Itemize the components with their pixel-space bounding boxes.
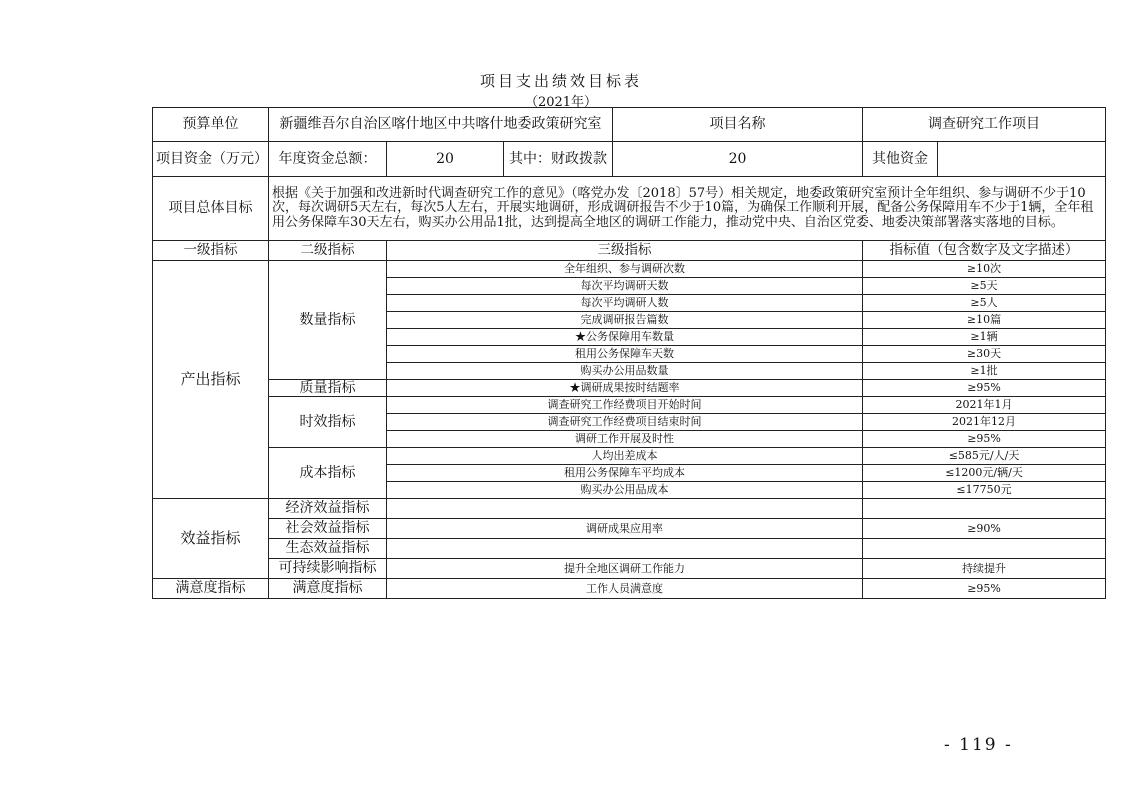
performance-target-table <box>152 107 1106 599</box>
other-funds-value <box>938 142 1106 177</box>
group-output: 产出指标 <box>153 261 269 499</box>
indicator-name: 调研成果应用率 <box>387 519 863 539</box>
col-header-level1: 一级指标 <box>153 241 269 261</box>
indicator-name <box>387 539 863 559</box>
other-funds-label: 其他资金 <box>863 142 938 177</box>
budget-unit-label: 预算单位 <box>153 108 269 142</box>
group-satisfaction: 满意度指标 <box>153 579 269 599</box>
indicator-name: 提升全地区调研工作能力 <box>387 559 863 579</box>
indicator-name: 人均出差成本 <box>387 448 863 465</box>
group-satisfaction-sub: 满意度指标 <box>269 579 387 599</box>
fiscal-funds-value: 20 <box>613 142 863 177</box>
group-cost: 成本指标 <box>269 448 387 499</box>
group-quality: 质量指标 <box>269 380 387 397</box>
group-ecological: 生态效益指标 <box>269 539 387 559</box>
indicator-name: 调查研究工作经费项目结束时间 <box>387 414 863 431</box>
indicator-value: 2021年1月 <box>863 397 1106 414</box>
group-benefit: 效益指标 <box>153 499 269 579</box>
page-number: - 119 - <box>944 735 1013 755</box>
indicator-name: 每次平均调研人数 <box>387 295 863 312</box>
indicator-value: ≥90% <box>863 519 1106 539</box>
overall-goal-label: 项目总体目标 <box>153 177 269 241</box>
overall-goal-text: 根据《关于加强和改进新时代调查研究工作的意见》（喀党办发〔2018〕57号）相关规定，地委政策研究室预计全年组织、参与调研不少于10次，每次调研5天左右，每次5人左右，开展实地调研，形成调研报告不少于10篇，为确保工作顺利开展，配备公务保障用车不少于1辆，全年租用公务保障车30天左右，购买办公用品1批，达到提高全地区的调研工作能力，推动党中央、自治区党委、地委决策部署落实落地的目标。 <box>269 177 1106 241</box>
col-header-value: 指标值（包含数字及文字描述） <box>863 241 1106 261</box>
indicator-name: 全年组织、参与调研次数 <box>387 261 863 278</box>
fiscal-funds-label: 其中：财政拨款 <box>504 142 613 177</box>
indicator-value: ≥1批 <box>863 363 1106 380</box>
group-economic: 经济效益指标 <box>269 499 387 519</box>
indicator-value: 2021年12月 <box>863 414 1106 431</box>
project-funds-label: 项目资金（万元） <box>153 142 269 177</box>
indicator-name: 每次平均调研天数 <box>387 278 863 295</box>
project-name-value: 调查研究工作项目 <box>863 108 1106 142</box>
page-subtitle-year: （2021年） <box>524 95 598 110</box>
indicator-value: ≤1200元/辆/天 <box>863 465 1106 482</box>
page-title: 项目支出绩效目标表 <box>479 72 642 90</box>
indicator-name: 租用公务保障车天数 <box>387 346 863 363</box>
indicator-value: ≥95% <box>863 579 1106 599</box>
indicator-name: 购买办公用品成本 <box>387 482 863 499</box>
indicator-value: 持续提升 <box>863 559 1106 579</box>
indicator-name: 购买办公用品数量 <box>387 363 863 380</box>
indicator-name: ★公务保障用车数量 <box>387 329 863 346</box>
indicator-value: ≥5天 <box>863 278 1106 295</box>
indicator-value: ≤17750元 <box>863 482 1106 499</box>
col-header-level2: 二级指标 <box>269 241 387 261</box>
indicator-name: ★调研成果按时结题率 <box>387 380 863 397</box>
group-quantity: 数量指标 <box>269 261 387 380</box>
group-sustainable: 可持续影响指标 <box>269 559 387 579</box>
indicator-value <box>863 499 1106 519</box>
indicator-value: ≥1辆 <box>863 329 1106 346</box>
indicator-value <box>863 539 1106 559</box>
group-timeliness: 时效指标 <box>269 397 387 448</box>
annual-funds-label: 年度资金总额： <box>269 142 387 177</box>
indicator-value: ≤585元/人/天 <box>863 448 1106 465</box>
indicator-name: 完成调研报告篇数 <box>387 312 863 329</box>
indicator-name: 租用公务保障车平均成本 <box>387 465 863 482</box>
indicator-value: ≥95% <box>863 380 1106 397</box>
indicator-value: ≥5人 <box>863 295 1106 312</box>
indicator-name: 工作人员满意度 <box>387 579 863 599</box>
indicator-value: ≥10篇 <box>863 312 1106 329</box>
col-header-level3: 三级指标 <box>387 241 863 261</box>
indicator-name: 调查研究工作经费项目开始时间 <box>387 397 863 414</box>
indicator-value: ≥95% <box>863 431 1106 448</box>
indicator-name: 调研工作开展及时性 <box>387 431 863 448</box>
budget-unit-value: 新疆维吾尔自治区喀什地区中共喀什地委政策研究室 <box>269 108 613 142</box>
indicator-name <box>387 499 863 519</box>
group-social: 社会效益指标 <box>269 519 387 539</box>
annual-funds-value: 20 <box>387 142 504 177</box>
project-name-label: 项目名称 <box>613 108 863 142</box>
indicator-value: ≥30天 <box>863 346 1106 363</box>
indicator-value: ≥10次 <box>863 261 1106 278</box>
